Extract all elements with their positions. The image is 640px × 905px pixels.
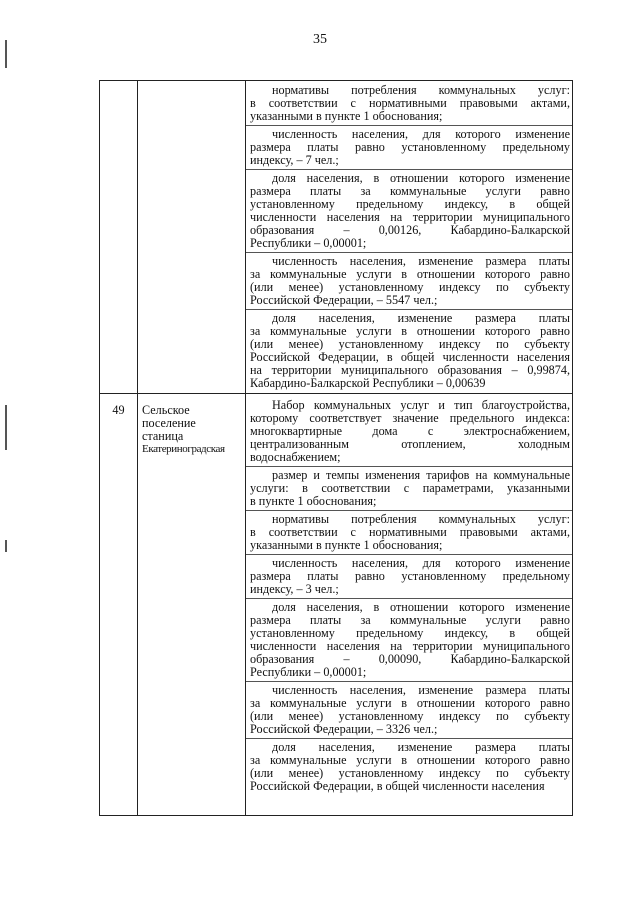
paragraph [250,399,570,464]
paragraph [250,128,570,167]
text-line: (или менее) установленному индексу по субъекту [250,709,570,723]
text-line: нормативы потребления коммунальных услуг: [272,83,570,97]
paragraph-separator [246,125,572,126]
text-line: Республики – 0,00001; [250,236,367,250]
text-line: Кабардино-Балкарской Республики – 0,00639 [250,376,486,390]
text-line: (или менее) установленному индексу по субъекту [250,280,570,294]
text-line: доля населения, изменение размера платы [272,740,570,754]
paragraph [250,172,570,250]
text-line: многоквартирные дома с электроснабжением, [250,424,570,438]
text-line: за коммунальные услуги в отношении которого равно [250,696,570,710]
paragraph [250,84,570,123]
paragraph [250,469,570,508]
text-line: Набор коммунальных услуг и тип благоустройства, [272,398,570,412]
text-line: за коммунальные услуги в отношении которого равно [250,753,570,767]
scan-edge-mark [5,540,7,552]
paragraph [250,601,570,679]
text-line: (или менее) установленному индексу по субъекту [250,766,570,780]
text-line: в пункте 1 обоснования; [250,494,377,508]
text-line: численности населения на территории муниципального [250,210,570,224]
paragraph-separator [246,681,572,682]
text-line: образования – 0,00090, Кабардино-Балкарской [250,652,570,666]
paragraph [250,513,570,552]
paragraph-separator [246,554,572,555]
data-table [99,80,573,816]
paragraph-separator [246,510,572,511]
scan-edge-mark [5,40,7,68]
text-line: доля населения, в отношении которого изменение [272,171,570,185]
text-line: индексу, – 3 чел.; [250,582,339,596]
text-line: размера платы за коммунальные услуги равно [250,184,570,198]
text-line: размера платы равно установленному предельному [250,569,570,583]
text-line: Республики – 0,00001; [250,665,367,679]
text-line: Российской Федерации, – 3326 чел.; [250,722,438,736]
text-line: численность населения, для которого изменение [272,556,570,570]
text-line: размер и темпы изменения тарифов на коммунальные [272,468,570,482]
paragraph [250,557,570,596]
text-line: установленному предельному индексу, в общей [250,626,570,640]
text-line: в соответствии с нормативными правовыми актами, [250,525,570,539]
scan-edge-mark [5,405,7,450]
text-line: доля населения, в отношении которого изменение [272,600,570,614]
paragraph [250,684,570,736]
text-line: в соответствии с нормативными правовыми актами, [250,96,570,110]
text-line: доля населения, изменение размера платы [272,311,570,325]
text-line: нормативы потребления коммунальных услуг: [272,512,570,526]
text-line: размера платы за коммунальные услуги равно [250,613,570,627]
text-line: размера платы равно установленному предельному [250,140,570,154]
paragraph-separator [246,169,572,170]
text-line: (или менее) установленному индексу по субъекту [250,337,570,351]
row-divider [100,393,572,394]
paragraph [250,255,570,307]
text-line: установленному предельному индексу, в общей [250,197,570,211]
text-line: индексу, – 7 чел.; [250,153,339,167]
text-line: образования – 0,00126, Кабардино-Балкарской [250,223,570,237]
paragraph-separator [246,466,572,467]
text-line: централизованным отоплением, холодным [250,437,570,451]
text-line: численности населения на территории муниципального [250,639,570,653]
text-line: Российской Федерации, в общей численности населения [250,779,545,793]
paragraph-separator [246,252,572,253]
text-line: численность населения, для которого изменение [272,127,570,141]
text-line: на территории муниципального образования – 0,99874, [250,363,570,377]
column-divider [137,81,138,815]
text-line: численность населения, изменение размера платы [272,254,570,268]
text-line: указанными в пункте 1 обоснования; [250,109,443,123]
text-line: численность населения, изменение размера платы [272,683,570,697]
paragraph-separator [246,738,572,739]
text-line: указанными в пункте 1 обоснования; [250,538,443,552]
text-line: водоснабжением; [250,450,341,464]
text-line: Российской Федерации, – 5547 чел.; [250,293,438,307]
text-line: за коммунальные услуги в отношении которого равно [250,324,570,338]
paragraph [250,741,570,793]
paragraph-separator [246,598,572,599]
settlement-name-line: Сельское [142,403,190,417]
page-number: 35 [313,32,327,47]
settlement-name-line: станица [142,429,184,443]
text-line: Российской Федерации, в общей численности населения [250,350,570,364]
text-line: услуги: в соответствии с параметрами, указанными [250,481,570,495]
paragraph-separator [246,309,572,310]
settlement-name-line: поселение [142,416,196,430]
text-line: которому соответствует значение предельного индекса: [250,411,570,425]
row-number: 49 [112,403,125,417]
text-line: за коммунальные услуги в отношении которого равно [250,267,570,281]
settlement-name-line: Екатериноградская [142,443,225,455]
paragraph [250,312,570,390]
